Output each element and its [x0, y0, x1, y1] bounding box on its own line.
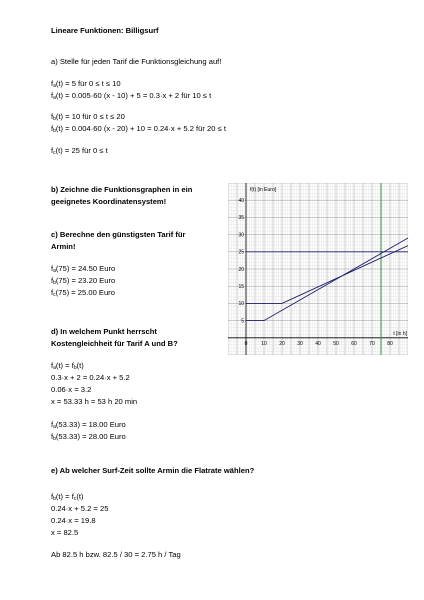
page-title: Lineare Funktionen: Billigsurf: [51, 26, 159, 35]
equation-e-4: x = 82.5: [51, 528, 79, 537]
equation-d-2: 0.3·x + 2 = 0.24·x + 5.2: [51, 373, 130, 382]
equation-fb-2: $f_b(t) = 0.004\cdot 60$ (x - 20) + 10 = 0.24·x + 5.2 für 20 ≤ t: [51, 124, 226, 134]
result-fb-53: $f_b(53.33) = 28.00$ Euro: [51, 432, 126, 442]
y-tick-label: 35: [238, 215, 244, 222]
function-graph: [228, 183, 408, 355]
equation-d-1: $f_a(t) = f_b(t)$: [51, 361, 84, 371]
equation-fa-1: $f_a(t) = 5$ für 0 ≤ t ≤ 10: [51, 79, 121, 89]
x-tick-label: 20: [279, 340, 285, 347]
y-tick-label: 5: [241, 318, 244, 325]
y-tick-label: 30: [238, 232, 244, 239]
y-tick-label: 40: [238, 198, 244, 204]
equation-d-4: x = 53.33 h = 53 h 20 min: [51, 397, 138, 406]
x-tick-label: 40: [315, 340, 321, 347]
equation-fa-2: $f_a(t) = 0.005\cdot 60$ (x - 10) + 5 = 0.3·x + 2 für 10 ≤ t: [51, 91, 212, 101]
result-fa-75: $f_a(75) = 24.50$ Euro: [51, 264, 116, 274]
x-tick-label: 70: [369, 340, 375, 347]
result-fb-75: $f_b(75) = 23.20$ Euro: [51, 276, 116, 286]
question-d-line-2: Kostengleichheit für Tarif A und B?: [51, 339, 178, 348]
equation-e-1: $f_b(t) = f_c(t)$: [51, 492, 84, 502]
y-tick-label: 10: [238, 301, 244, 308]
y-tick-label: 15: [238, 284, 244, 290]
y-tick-label: 25: [238, 249, 244, 256]
x-tick-label: 0: [244, 340, 248, 347]
answer-e: Ab 82.5 h bzw. 82.5 / 30 = 2.75 h / Tag: [51, 550, 181, 559]
question-c-line-1: c) Berechne den günstigsten Tarif für: [51, 230, 186, 239]
question-b-line-1: b) Zeichne die Funktionsgraphen in ein: [51, 185, 193, 194]
equation-fc-1: $f_c(t) = 25$ für 0 ≤ t: [51, 146, 108, 156]
equation-d-3: 0.06·x = 3.2: [51, 385, 92, 394]
equation-fb-1: $f_b(t) = 10$ für 0 ≤ t ≤ 20: [51, 112, 125, 122]
result-fa-53: $f_a(53.33) = 18.00$ Euro: [51, 420, 126, 430]
question-a: a) Stelle für jeden Tarif die Funktionsgleichung auf!: [51, 57, 222, 66]
x-tick-label: 10: [261, 340, 267, 347]
question-b-line-2: geeignetes Koordinatensystem!: [51, 197, 167, 206]
x-tick-label: 60: [351, 340, 357, 347]
y-axis-label: f(t) [in Euro]: [250, 187, 277, 193]
x-axis-label: t [in h]: [393, 330, 407, 337]
equation-e-3: 0.24·x = 19.8: [51, 516, 96, 525]
question-c-line-2: Armin!: [51, 242, 76, 251]
x-tick-label: 50: [333, 340, 339, 347]
x-tick-label: 30: [297, 340, 303, 347]
x-tick-label: 80: [387, 340, 393, 347]
result-fc-75: $f_c(75) = 25.00$ Euro: [51, 288, 115, 298]
question-e: e) Ab welcher Surf-Zeit sollte Armin die Flatrate wählen?: [51, 466, 255, 475]
equation-e-2: 0.24·x + 5.2 = 25: [51, 504, 109, 513]
question-d-line-1: d) In welchem Punkt herrscht: [51, 327, 157, 336]
y-tick-label: 20: [238, 266, 244, 273]
